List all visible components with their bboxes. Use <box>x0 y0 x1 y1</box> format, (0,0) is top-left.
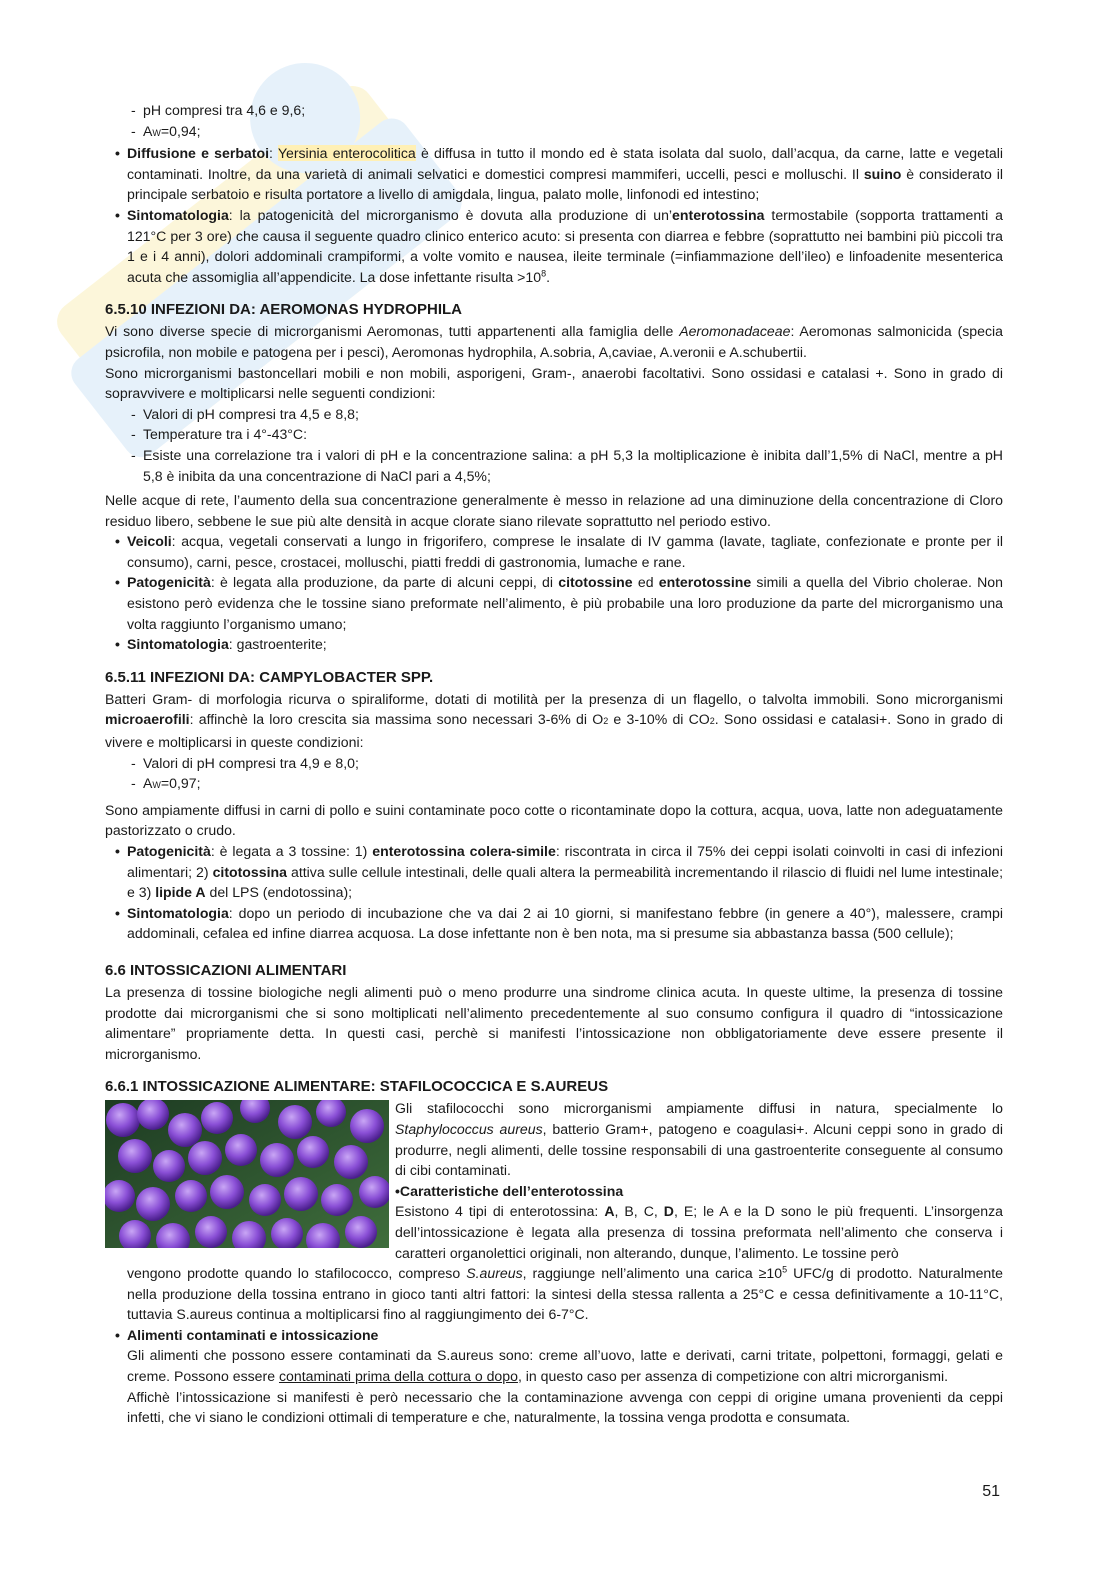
list-item: - Valori di pH compresi tra 4,5 e 8,8; <box>131 404 1003 425</box>
bullet-label: Sintomatologia <box>127 904 229 921</box>
campylobacter-conditions-list <box>105 753 1003 796</box>
bullet-label: Patogenicità <box>127 574 211 591</box>
bullet-text: : dopo un periodo di incubazione che va dai 2 ai 10 giorni, si manifestano febbre (in genere a 40°), malessere, crampi addominali, cefalea ed infine diarrea acquosa. La dose infettante non è ben nota, ma si presume sia abbastanza bassa (500 cellule); <box>127 904 1003 942</box>
bullet-label: Sintomatologia <box>127 636 229 653</box>
list-item: • Patogenicità: è legata a 3 tossine: 1) enterotossina colera-simile: riscontrata in circa il 75% dei ceppi isolati coinvolti in casi di infezioni alimentari; 2) citotossina attiva sulle cellule intestinali, delle quali altera la permeabilità incrementando il rilascio di fluidi nel lume intestinale; e 3) lipide A del LPS (endotossina); <box>113 841 1003 903</box>
list-item: - pH compresi tra 4,6 e 9,6; <box>131 100 1003 121</box>
section-heading: 6.5.10 INFEZIONI DA: AEROMONAS HYDROPHILA <box>105 301 462 319</box>
list-item: - Esiste una correlazione tra i valori di pH e la concentrazione salina: a pH 5,3 la moltiplicazione è inibita dall’1,5% di NaCl, mentre a pH 5,8 è inibita da una concentrazione di NaCl pari a 4,5%; <box>131 445 1003 486</box>
bullet-label: Patogenicità <box>127 843 211 859</box>
campylobacter-bullets <box>105 841 1003 944</box>
list-item: - AW=0,94; <box>131 121 1003 144</box>
section-heading: 6.6 INTOSSICAZIONI ALIMENTARI <box>105 961 347 979</box>
yersinia-conditions-list <box>105 100 1003 143</box>
list-item: - Temperature tra i 4°-43°C: <box>131 424 1003 445</box>
paragraph: La presenza di tossine biologiche negli alimenti può o meno produrre una sindrome clinica acuta. In queste ultime, la presenza di tossine prodotte dai microrganismi che si sono moltiplicati nell’alimento precedentemente al suo consumo configura il quadro di “intossicazione alimentare” propriamente detta. In questi casi, perchè si manifesti l’intossicazione non obbligatoriamente deve essere presente il microrganismo. <box>105 983 1003 1062</box>
yersinia-bullets <box>105 143 1003 287</box>
paragraph: Gli stafilococchi sono microrganismi ampiamente diffusi in natura, specialmente lo Staphylococcus aureus, batterio Gram+, patogeno e coagulasi+. Alcuni ceppi sono in grado di produrre, negli alimenti, delle tossine responsabili di una gastroenterite conseguente al consumo di cibi contaminati. <box>395 1100 1003 1179</box>
list-item <box>113 1325 1003 1346</box>
list-item: - Valori di pH compresi tra 4,9 e 8,0; <box>131 753 1003 774</box>
list-item: • Diffusione e serbatoi: Yersinia enterocolitica è diffusa in tutto il mondo ed è stata isolata dal suolo, dall’acqua, da carne, latte e vegetali contaminati. Inoltre, da una varietà di animali selvatici e domestici compresi mammiferi, uccelli, pesci e molluschi. Il suino è considerato il principale serbatoio e risulta portatore a livello di amigdala, lingua, palato molle, linfonodi ed intestino; <box>113 143 1003 205</box>
list-item <box>113 531 1003 572</box>
list-item: • Sintomatologia: la patogenicità del microrganismo è dovuta alla produzione di un’enterotossina termostabile (sopporta trattamenti a 121°C per 3 ore) che causa il seguente quadro clinico enterico acuto: si presenta con diarrea e febbre (soprattutto nei bambini più piccoli tra 1 e i 4 anni), dolori addominali crampiformi, a volte vomito e nausea, ileite terminale (=infiammazione dell’ileo) e linfoadenite mesenterica acuta che assomiglia all’appendicite. La dose infettante risulta $>10^8$. <box>113 205 1003 287</box>
bullet-label: Sintomatologia <box>127 206 229 223</box>
list-item <box>113 634 1003 655</box>
paragraph: Sono microrganismi bastoncellari mobili e non mobili, asporigeni, Gram-, anaerobi facoltativi. Sono ossidasi e catalasi +. Sono in grado di sopravvivere e moltiplicarsi nelle seguenti condizioni: <box>105 364 1003 402</box>
paragraph: Vi sono diverse specie di microrganismi Aeromonas, tutti appartenenti alla famiglia delle Aeromonadaceae: Aeromonas salmonicida (specia psicrofila, non mobile e patogena per i pesci), Aeromonas hydrophila, A.sobria, A,caviae, A.veronii e A.schubertii. <box>105 323 1003 360</box>
paragraph: Esistono 4 tipi di enterotossina: A, B, C, D, E; le A e la D sono le più frequenti. L’insorgenza dell’intossicazione è legata alla presenza di tossina preformata nell’alimento che conserva i caratteri organolettici originali, non alterando, dunque, l’alimento. Le tossine però <box>395 1203 1003 1261</box>
aeromonas-bullets <box>105 531 1003 655</box>
paragraph: vengono prodotte quando lo stafilococco, compreso S.aureus, raggiunge nell’alimento una carica $\ge 10^5$ UFC/g di prodotto. Naturalmente nella produzione della tossina entrano in gioco tanti altri fattori: la sintesi della stessa rallenta a 25°C e cessa definitivamente a 10-11°C, tuttavia S.aureus continua a moltiplicarsi fino al raggiungimento dei 6-7°C. <box>127 1264 1003 1323</box>
bullet-label: Diffusione e serbatoi <box>127 145 269 162</box>
paragraph: Gli alimenti che possono essere contaminati da S.aureus sono: creme all’uovo, latte e derivati, carni tritate, polpettoni, formaggi, gelati e creme. Possono essere contaminati prima della cottura o dopo, in questo caso per assenza di competizione con altri microrganismi. <box>127 1347 1003 1385</box>
aeromonas-conditions-list <box>105 404 1003 486</box>
list-item <box>113 903 1003 944</box>
list-item: • Patogenicità: è legata alla produzione, da parte di alcuni ceppi, di citotossine ed enterotossine simili a quella del Vibrio cholerae. Non esistono però evidenza che le tossine siano preformate nell’alimento, è più probabile una loro produzione da parte del microrganismo una volta raggiunto l’organismo umano; <box>113 572 1003 634</box>
section-heading: 6.6.1 INTOSSICAZIONE ALIMENTARE: STAFILOCOCCICA E S.AUREUS <box>105 1078 609 1096</box>
page-number: 51 <box>982 1483 1000 1500</box>
section-heading: 6.5.11 INFEZIONI DA: CAMPYLOBACTER SPP. <box>105 668 434 686</box>
list-item: - AW=0,97; <box>131 773 1003 796</box>
paragraph: Nelle acque di rete, l’aumento della sua concentrazione generalmente è messo in relazione ad una diminuzione della concentrazione di Cloro residuo libero, sebbene le sue più alte densità in acque clorate siano rilevate soprattutto nel periodo estivo. <box>105 492 1003 529</box>
staphylococcus-micrograph <box>105 1100 389 1248</box>
bullet-label: Alimenti contaminati e intossicazione <box>127 1326 379 1343</box>
bullet-label: Veicoli <box>127 533 172 550</box>
paragraph: Sono ampiamente diffusi in carni di pollo e suini contaminate poco cotte o ricontaminate dopo la cottura, acqua, uova, latte non adeguatamente pastorizzato o crudo. <box>105 801 1003 839</box>
paragraph: Batteri Gram- di morfologia ricurva o spiraliforme, dotati di motilità per la presenza di un flagello, o talvolta immobili. Sono microrganismi microaerofili: affinchè la loro crescita sia massima sono necessari 3-6% di O2 e 3-10% di CO2. Sono ossidasi e catalasi+. Sono in grado di vivere e moltiplicarsi in queste condizioni: <box>105 690 1003 751</box>
staph-bullets <box>105 1325 1003 1346</box>
subheading: •Caratteristiche dell’enterotossina <box>395 1182 624 1199</box>
bullet-text: : gastroenterite; <box>228 636 327 653</box>
document-page <box>105 100 1003 1428</box>
indented-block <box>105 1345 1003 1427</box>
indented-block <box>105 1263 1003 1325</box>
bullet-text: : acqua, vegetali conservati a lungo in frigorifero, comprese le insalate di IV gamma (lavate, tagliate, confezionate e pronte per il consumo), carni, pesce, crostacei, molluschi, piatti freddi di gastronomia, lumache e rane. <box>127 533 1003 570</box>
paragraph: Affichè l’intossicazione si manifesti è però necessario che la contaminazione avvenga con ceppi di origine umana provenienti da ceppi infetti, che vi siano le condizioni ottimali di temperature e che, naturalmente, la tossina venga prodotta e consumata. <box>127 1388 1003 1426</box>
